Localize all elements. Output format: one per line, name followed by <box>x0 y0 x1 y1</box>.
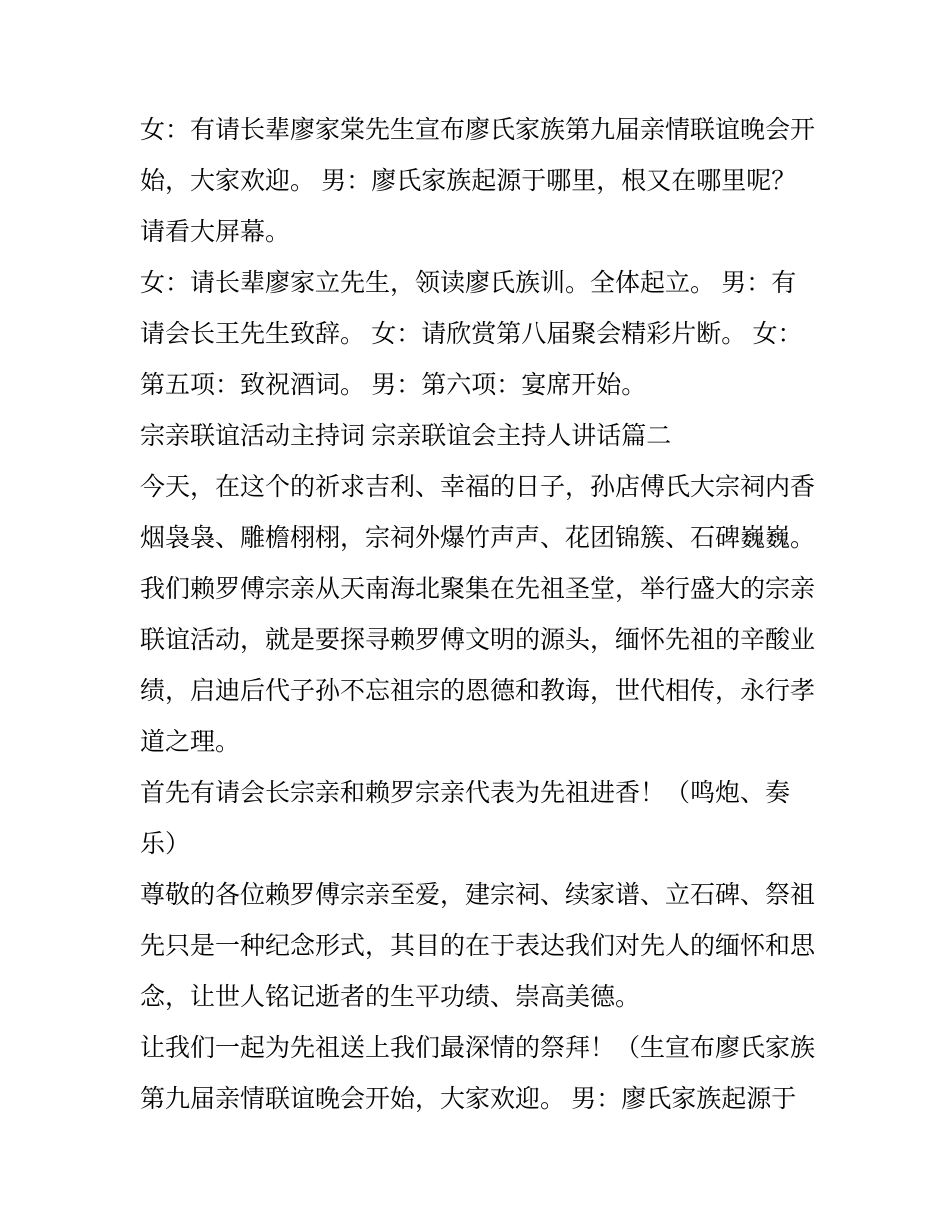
text-line: 请会长王先生致辞。 女：请欣赏第八届聚会精彩片断。 女： <box>140 321 803 348</box>
text-line: 烟袅袅、雕檐栩栩，宗祠外爆竹声声、花团锦簇、石碑巍巍。 <box>140 525 816 552</box>
paragraph-6 <box>140 768 830 870</box>
paragraph-4 <box>140 462 830 564</box>
text-line: 念，让世人铭记逝者的生平功绩、崇高美德。 <box>140 984 641 1011</box>
text-line: 女：请长辈廖家立先生，领读廖氏族训。全体起立。 男：有 <box>140 270 797 297</box>
document-text-body <box>140 105 830 1125</box>
text-line: 尊敬的各位赖罗傅宗亲至爱，建宗祠、续家谱、立石碑、祭祖 <box>140 882 816 909</box>
text-line: 女：有请长辈廖家棠先生宣布廖氏家族第九届亲情联谊晚会开 <box>140 117 816 144</box>
paragraph-7 <box>140 870 830 1023</box>
paragraph-2 <box>140 258 830 411</box>
text-line: 先只是一种纪念形式，其目的在于表达我们对先人的缅怀和思 <box>140 933 816 960</box>
text-line: 让我们一起为先祖送上我们最深情的祭拜！（生宣布廖氏家族 <box>140 1035 816 1062</box>
text-line: 联谊活动，就是要探寻赖罗傅文明的源头，缅怀先祖的辛酸业 <box>140 627 816 654</box>
text-line: 道之理。 <box>140 729 241 756</box>
text-line: 首先有请会长宗亲和赖罗宗亲代表为先祖进香！（鸣炮、奏 <box>140 780 791 807</box>
text-line: 今天，在这个的祈求吉利、幸福的日子，孙店傅氏大宗祠内香 <box>140 474 816 501</box>
text-line: 始，大家欢迎。 男：廖氏家族起源于哪里，根又在哪里呢？ <box>140 168 797 195</box>
paragraph-3 <box>140 411 830 462</box>
paragraph-8 <box>140 1023 830 1125</box>
paragraph-5 <box>140 564 830 768</box>
text-line: 绩，启迪后代子孙不忘祖宗的恩德和教诲，世代相传，永行孝 <box>140 678 816 705</box>
text-line: 宗亲联谊活动主持词 宗亲联谊会主持人讲话篇二 <box>140 423 672 450</box>
text-line: 第五项：致祝酒词。 男：第六项：宴席开始。 <box>140 372 647 399</box>
paragraph-1 <box>140 105 830 258</box>
text-line: 我们赖罗傅宗亲从天南海北聚集在先祖圣堂，举行盛大的宗亲 <box>140 576 816 603</box>
text-line: 第九届亲情联谊晚会开始，大家欢迎。 男：廖氏家族起源于 <box>140 1086 797 1113</box>
text-line: 请看大屏幕。 <box>140 219 291 246</box>
text-line: 乐） <box>140 831 191 858</box>
